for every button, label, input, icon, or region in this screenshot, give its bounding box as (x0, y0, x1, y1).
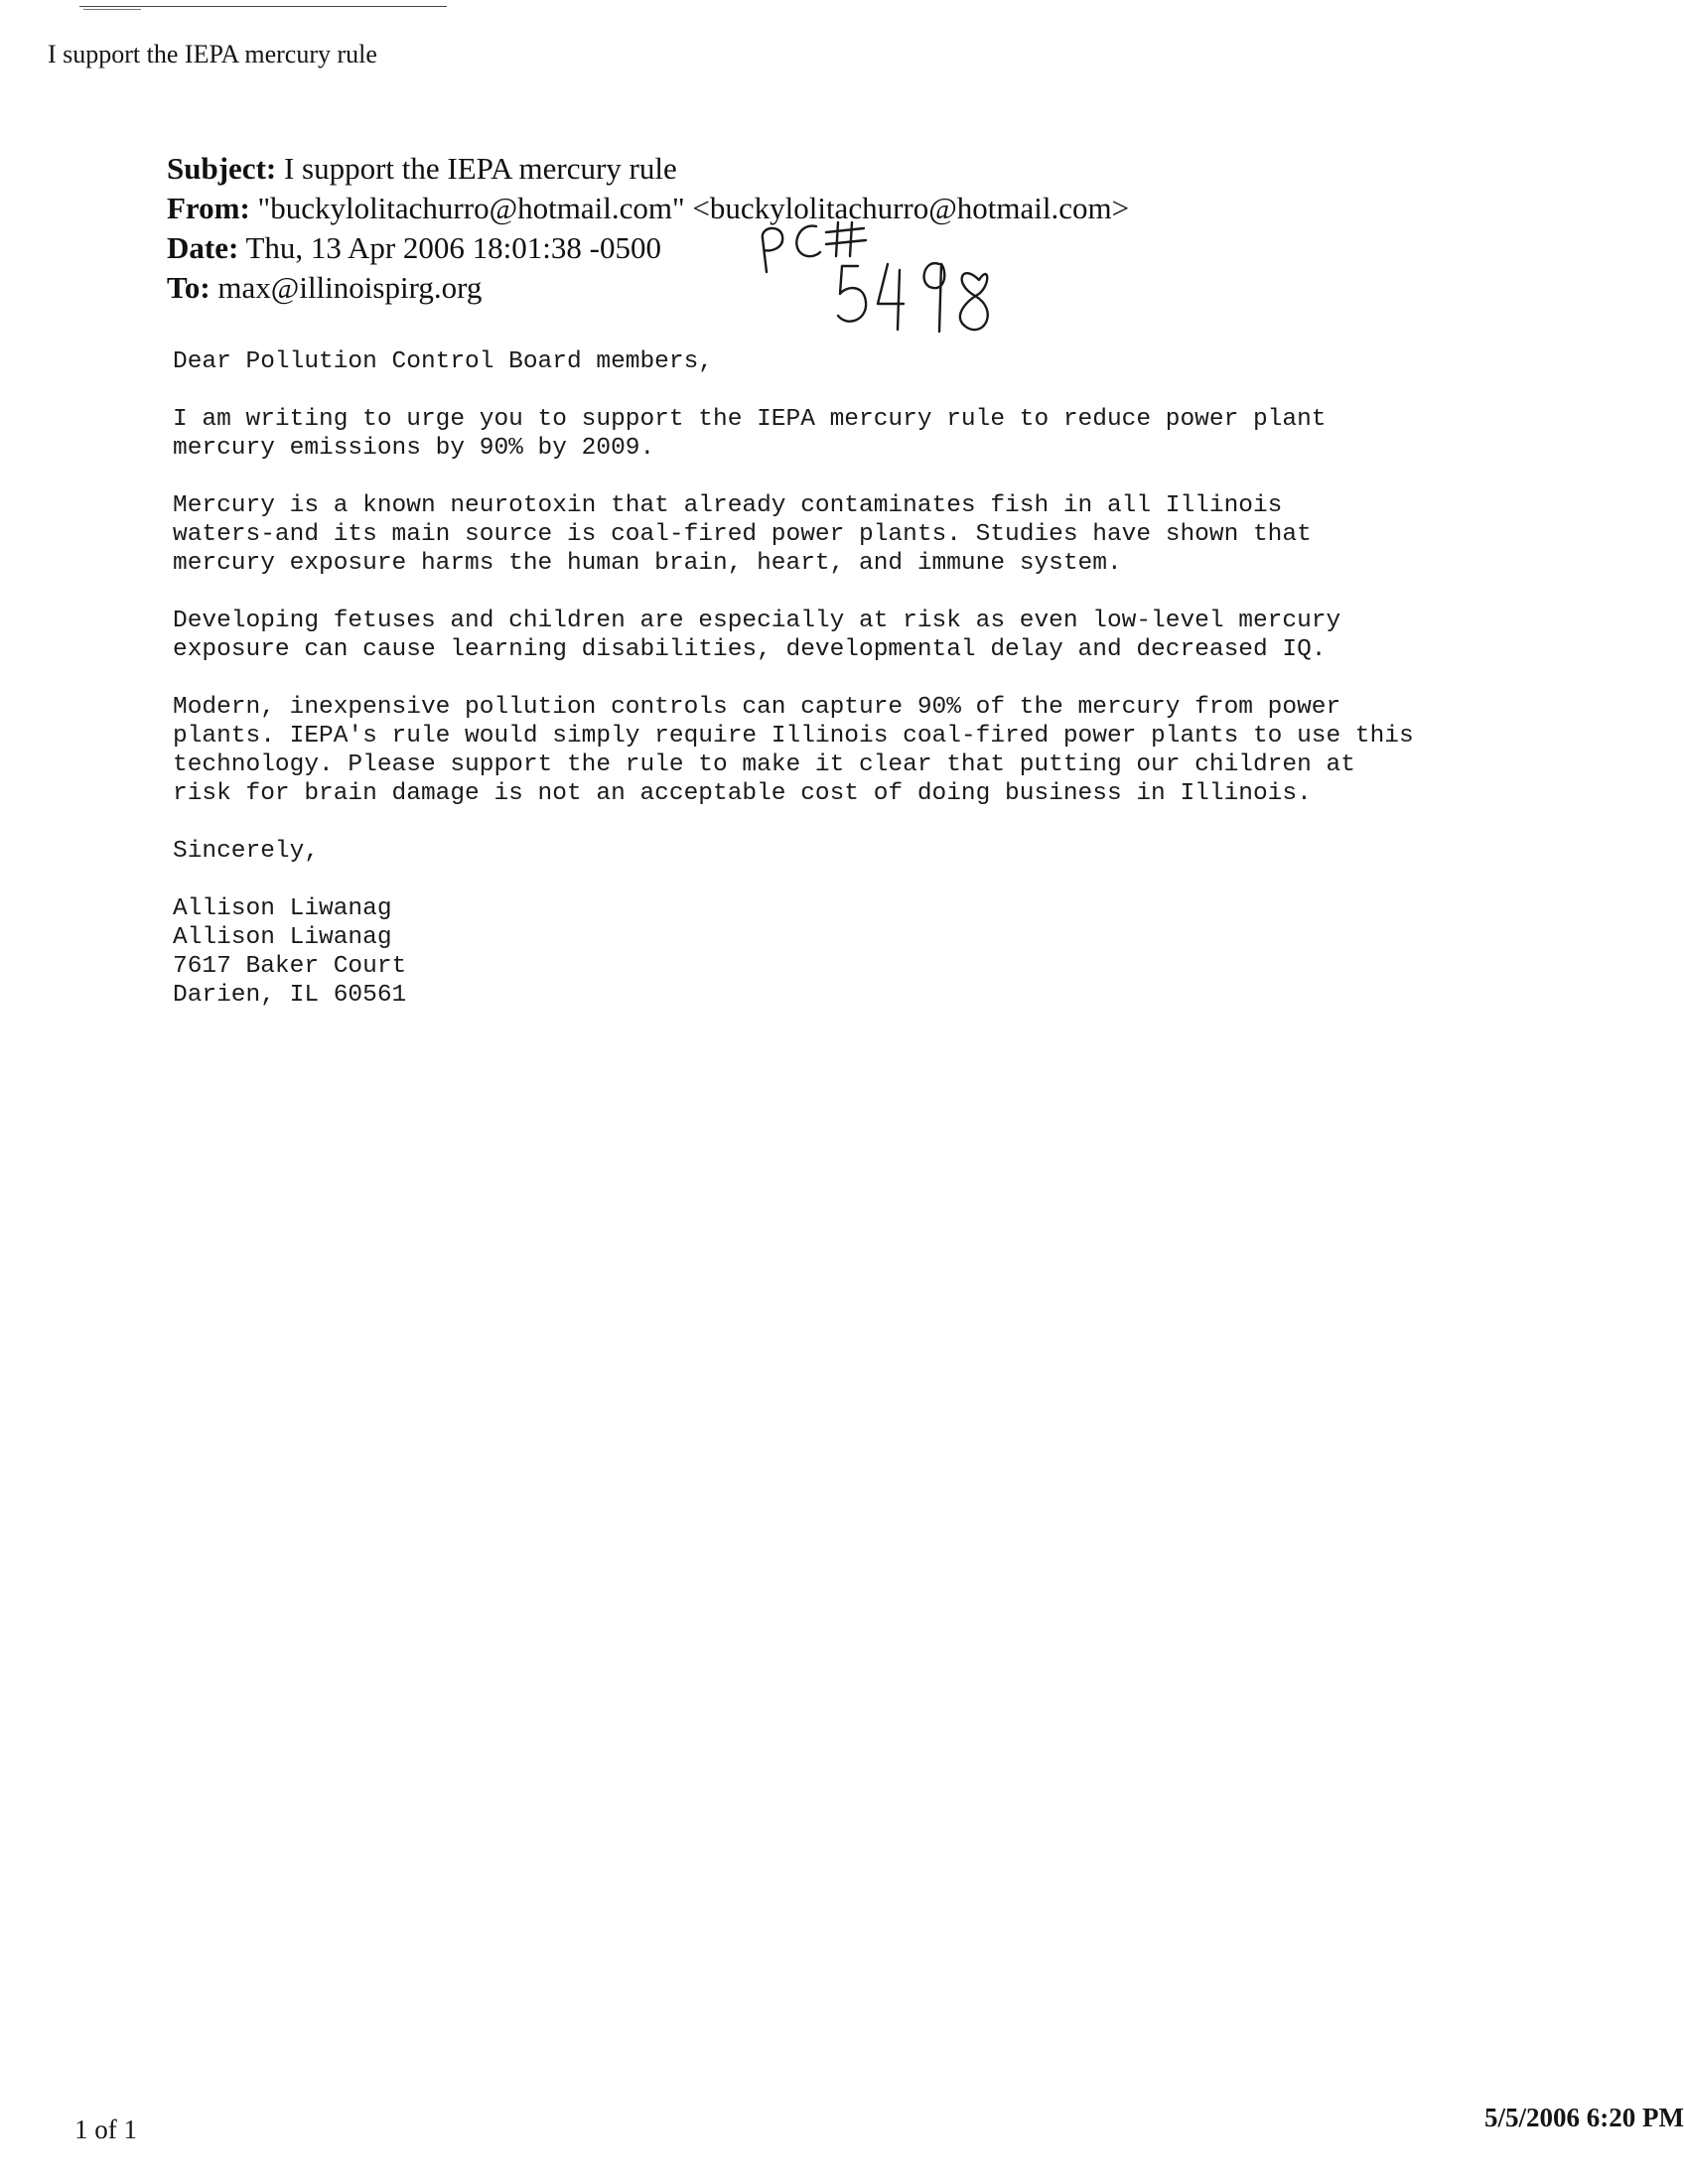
date-value: Thu, 13 Apr 2006 18:01:38 -0500 (245, 230, 661, 265)
letter-paragraph-2: Mercury is a known neurotoxin that already contaminates fish in all Illinois waters-and its main source is coal-fired power plants. Studies have shown that mercury exposure harms the human brain, heart, and immune system. (173, 492, 1312, 577)
signature-block (173, 894, 1583, 1010)
letter-closing: Sincerely, (173, 838, 320, 865)
top-rule-tick (83, 9, 141, 10)
print-page-title: I support the IEPA mercury rule (48, 40, 377, 68)
letter-paragraph-1: I am writing to urge you to support the IEPA mercury rule to reduce power plant mercury emissions by 90% by 2009. (173, 406, 1327, 462)
signature-street: 7617 Baker Court (173, 953, 407, 980)
to-label: To: (167, 270, 210, 305)
signature-name: Allison Liwanag (173, 895, 392, 922)
signature-name-repeat: Allison Liwanag (173, 924, 392, 951)
page-number: 1 of 1 (74, 2115, 137, 2144)
signature-city: Darien, IL 60561 (173, 982, 407, 1009)
letter-paragraph-4: Modern, inexpensive pollution controls can capture 90% of the mercury from power plants. IEPA's rule would simply require Illinois coal-fired power plants to use this technology. Please support the rule to make it clear that putting our children at risk for brain damage is not an acceptable cost of doing business in Illinois. (173, 694, 1414, 807)
from-value: "buckylolitachurro@hotmail.com" <buckylolitachurro@hotmail.com> (257, 191, 1130, 225)
top-rule-line (79, 6, 447, 7)
letter-greeting: Dear Pollution Control Board members, (173, 348, 713, 375)
subject-line (167, 149, 1129, 189)
to-value: max@illinoispirg.org (217, 270, 483, 305)
subject-label: Subject: (167, 151, 277, 186)
from-label: From: (167, 191, 250, 225)
letter-body (173, 347, 1583, 1010)
letter-paragraph-3: Developing fetuses and children are especially at risk as even low-level mercury exposure can cause learning disabilities, developmental delay and decreased IQ. (173, 608, 1341, 663)
handwritten-pc-number (755, 220, 1013, 340)
subject-value: I support the IEPA mercury rule (283, 151, 677, 186)
printed-datetime: 5/5/2006 6:20 PM (1484, 2103, 1684, 2132)
date-label: Date: (167, 230, 239, 265)
